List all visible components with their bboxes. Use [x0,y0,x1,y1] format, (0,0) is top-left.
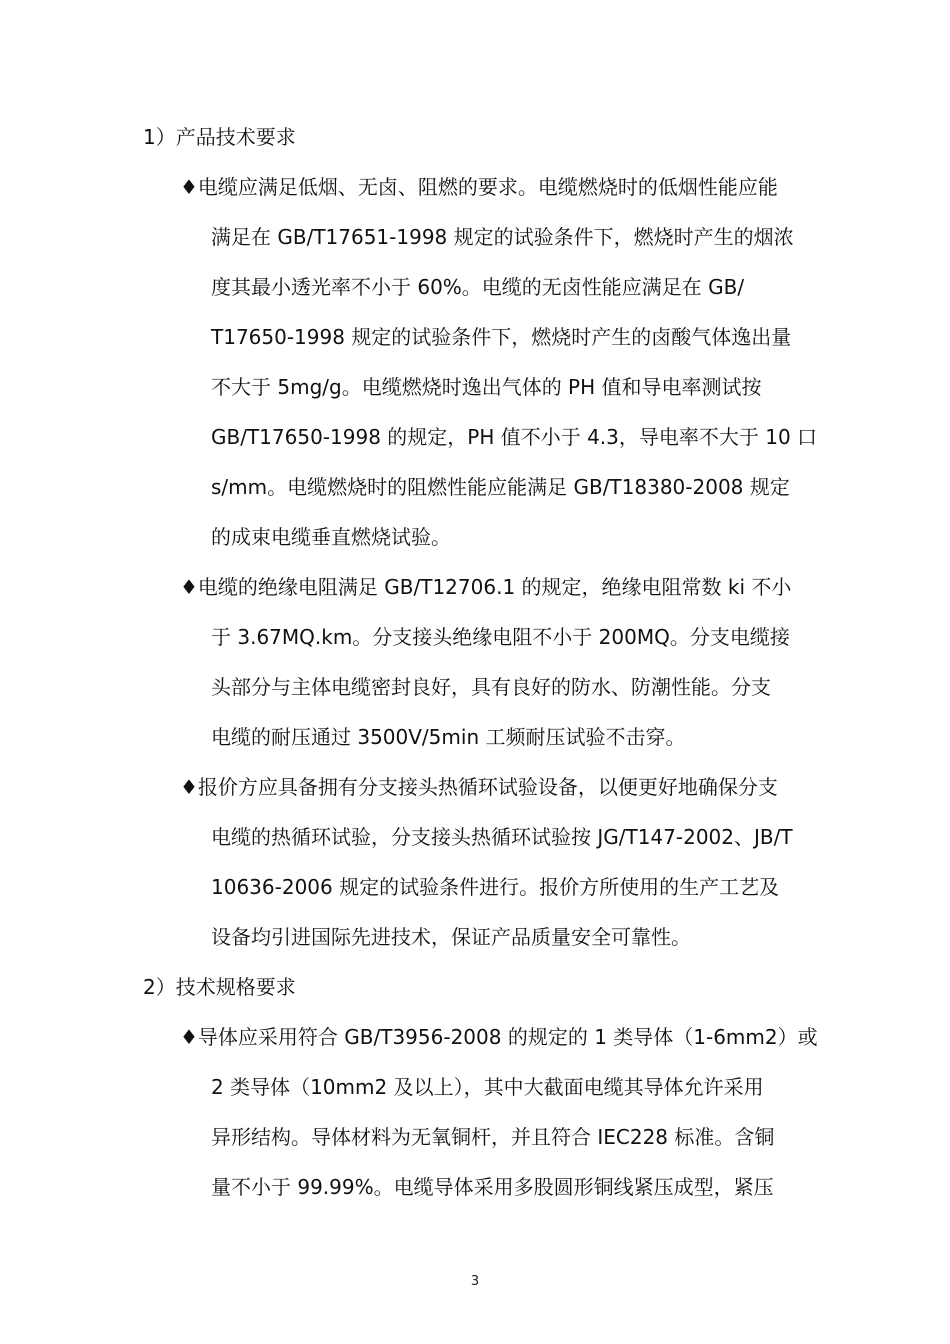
paragraph-line: 满足在 GB/T17651-1998 规定的试验条件下，燃烧时产生的烟浓 [211,225,794,249]
section-heading-product-requirements: 1）产品技术要求 [143,125,296,149]
paragraph-line: 头部分与主体电缆密封良好，具有良好的防水、防潮性能。分支 [211,675,771,699]
paragraph-line: 设备均引进国际先进技术，保证产品质量安全可靠性。 [211,925,691,949]
paragraph-line: ♦报价方应具备拥有分支接头热循环试验设备，以便更好地确保分支 [180,775,778,799]
paragraph-line: 的成束电缆垂直燃烧试验。 [211,525,451,549]
paragraph-line: ♦电缆应满足低烟、无卤、阻燃的要求。电缆燃烧时的低烟性能应能 [180,175,778,199]
section-heading-technical-specifications: 2）技术规格要求 [143,975,296,999]
paragraph-line: s/mm。电缆燃烧时的阻燃性能应能满足 GB/T18380-2008 规定 [211,475,790,499]
paragraph-line: ♦电缆的绝缘电阻满足 GB/T12706.1 的规定，绝缘电阻常数 ki 不小 [180,575,792,599]
paragraph-line: 2 类导体（10mm2 及以上），其中大截面电缆其导体允许采用 [211,1075,764,1099]
paragraph-line: GB/T17650-1998 的规定，PH 值不小于 4.3，导电率不大于 10 口 [211,425,818,449]
paragraph-line: 不大于 5mg/g。电缆燃烧时逸出气体的 PH 值和导电率测试按 [211,375,762,399]
paragraph-line: 度其最小透光率不小于 60%。电缆的无卤性能应满足在 GB/ [211,275,745,299]
paragraph-line: 电缆的热循环试验，分支接头热循环试验按 JG/T147-2002、JB/T [211,825,793,849]
paragraph-line: 异形结构。导体材料为无氧铜杆，并且符合 IEC228 标准。含铜 [211,1125,775,1149]
paragraph-line: 于 3.67MQ.km。分支接头绝缘电阻不小于 200MQ。分支电缆接 [211,625,790,649]
page-number: 3 [470,1274,480,1289]
paragraph-line: 量不小于 99.99%。电缆导体采用多股圆形铜线紧压成型，紧压 [211,1175,774,1199]
paragraph-line: ♦导体应采用符合 GB/T3956-2008 的规定的 1 类导体（1-6mm2）或 [180,1025,818,1049]
paragraph-line: 电缆的耐压通过 3500V/5min 工频耐压试验不击穿。 [211,725,686,749]
paragraph-line: 10636-2006 规定的试验条件进行。报价方所使用的生产工艺及 [211,875,780,899]
paragraph-line: T17650-1998 规定的试验条件下，燃烧时产生的卤酸气体逸出量 [211,325,792,349]
